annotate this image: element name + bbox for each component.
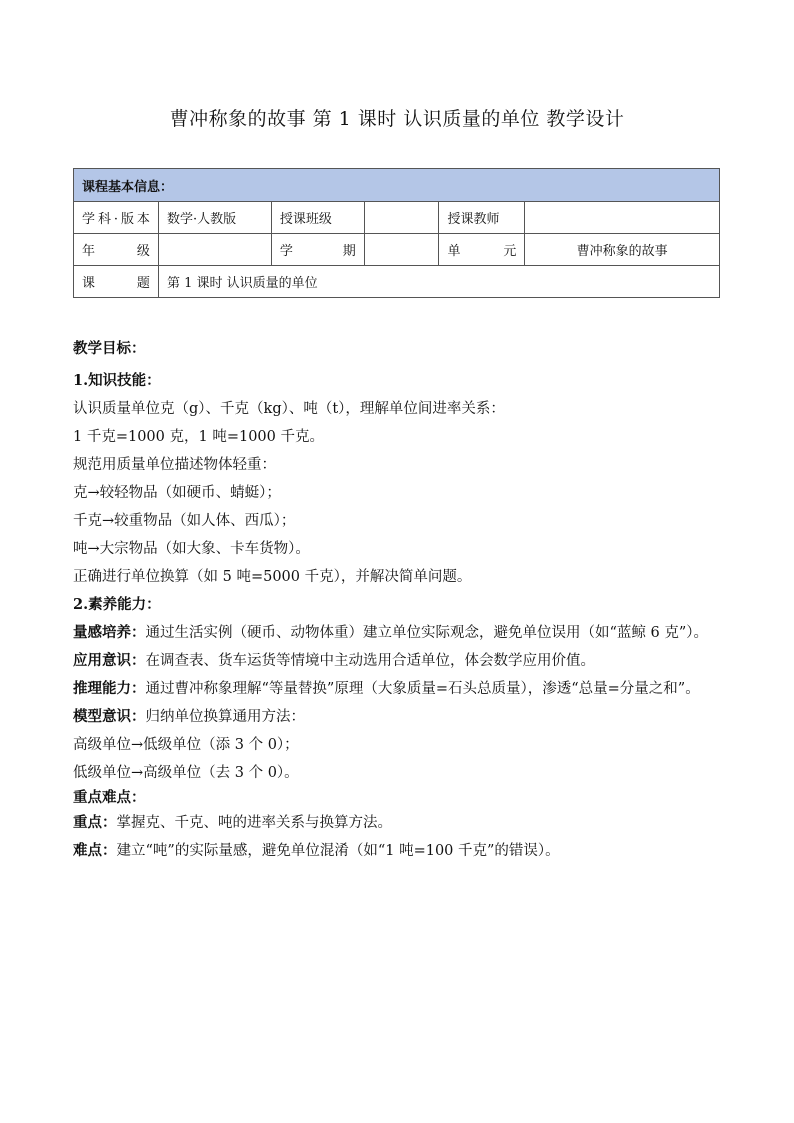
- key-point: [73, 809, 723, 837]
- subject-label: 学科·版本: [74, 202, 159, 234]
- literacy-item: [73, 647, 723, 675]
- knowledge-line: 正确进行单位换算（如 5 吨=5000 千克），并解决简单问题。: [73, 569, 472, 585]
- class-label: 授课班级: [271, 202, 364, 234]
- teacher-label: 授课教师: [439, 202, 525, 234]
- literacy-text: 通过生活实例（硬币、动物体重）建立单位实际观念，避免单位误用（如“蓝鲸 6 克”）。: [145, 625, 709, 641]
- topic-label: 课 题: [74, 266, 159, 298]
- key-heading: 重点难点：: [73, 789, 146, 806]
- literacy-line: 高级单位→低级单位（添 3 个 0）；: [73, 737, 299, 753]
- knowledge-line: 吨→大宗物品（如大象、卡车货物）。: [73, 541, 310, 557]
- literacy-label: 模型意识：: [73, 708, 146, 725]
- term-value: [364, 234, 439, 266]
- grade-value: [158, 234, 271, 266]
- knowledge-line: 认识质量单位克（g）、千克（kg）、吨（t），理解单位间进率关系：: [73, 401, 505, 417]
- literacy-text: 在调查表、货车运货等情境中主动选用合适单位，体会数学应用价值。: [145, 653, 595, 669]
- literacy-label: 量感培养：: [73, 624, 146, 641]
- objectives-heading: 教学目标：: [73, 340, 146, 357]
- subject-value: 数学·人教版: [158, 202, 271, 234]
- table-row: [74, 234, 720, 266]
- class-value: [364, 202, 439, 234]
- difficulty-label: 难点：: [73, 842, 117, 859]
- key-label: 重点：: [73, 814, 117, 831]
- literacy-item: [73, 619, 723, 647]
- difficulty-point: [73, 837, 723, 865]
- term-label: 学 期: [271, 234, 364, 266]
- teacher-value: [525, 202, 720, 234]
- knowledge-heading: 1.知识技能：: [73, 372, 161, 389]
- topic-value: 第 1 课时 认识质量的单位: [158, 266, 719, 298]
- knowledge-line: 规范用质量单位描述物体轻重：: [73, 457, 276, 473]
- table-header-row: [74, 169, 720, 202]
- literacy-text: 通过曹冲称象理解“等量替换”原理（大象质量=石头总质量），渗透“总量=分量之和”。: [145, 681, 700, 697]
- lesson-content: [73, 335, 723, 865]
- grade-label: 年 级: [74, 234, 159, 266]
- literacy-text: 归纳单位换算通用方法：: [145, 709, 305, 725]
- course-info-table: [73, 168, 720, 298]
- knowledge-line: 克→较轻物品（如硬币、蜻蜓）；: [73, 485, 281, 501]
- table-row: [74, 266, 720, 298]
- literacy-item: [73, 675, 723, 703]
- knowledge-line: 千克→较重物品（如人体、西瓜）；: [73, 513, 296, 529]
- table-row: [74, 202, 720, 234]
- literacy-label: 应用意识：: [73, 652, 146, 669]
- unit-label: 单 元: [439, 234, 525, 266]
- literacy-heading: 2.素养能力：: [73, 596, 161, 613]
- knowledge-line: 1 千克=1000 克，1 吨=1000 千克。: [73, 429, 324, 445]
- document-title: 曹冲称象的故事 第 1 课时 认识质量的单位 教学设计: [169, 108, 625, 130]
- key-text: 掌握克、千克、吨的进率关系与换算方法。: [116, 815, 392, 831]
- table-header: 课程基本信息：: [74, 169, 720, 202]
- literacy-line: 低级单位→高级单位（去 3 个 0）。: [73, 765, 299, 781]
- literacy-item: [73, 703, 723, 731]
- unit-value: 曹冲称象的故事: [525, 234, 720, 266]
- literacy-label: 推理能力：: [73, 680, 146, 697]
- difficulty-text: 建立“吨”的实际量感，避免单位混淆（如“1 吨=100 千克”的错误）。: [116, 843, 560, 859]
